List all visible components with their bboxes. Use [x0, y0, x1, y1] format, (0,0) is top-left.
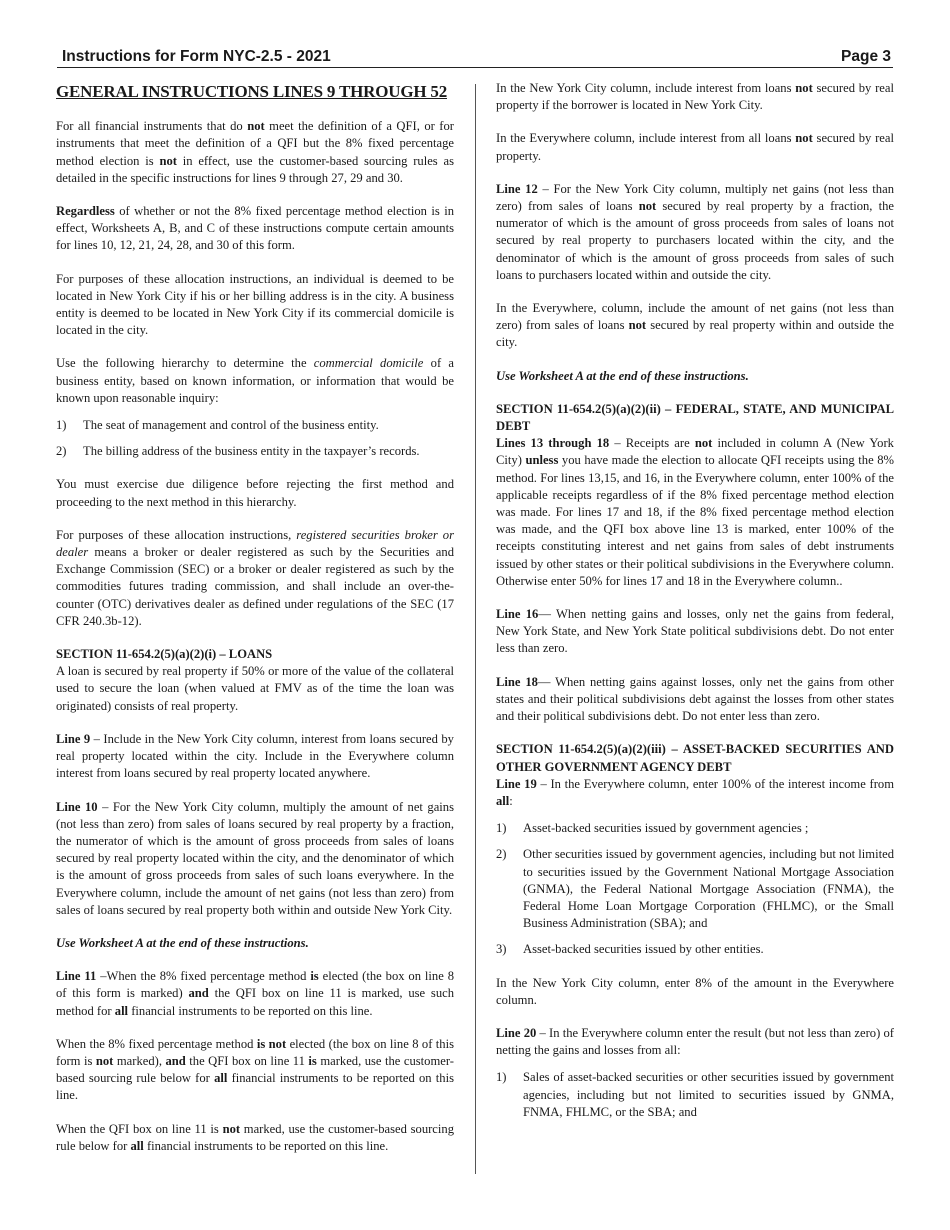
paragraph-regardless: Regardless of whether or not the 8% fixed percentage method election is in effect, Worksheets A, B, and C of these instructions compute certain amounts for lines 10, 12, 21, 24, 28, and 30 of this form. — [56, 204, 454, 253]
line-9-instructions: Line 9 – Include in the New York City column, interest from loans secured by real property located within the city. Include in the Everywhere column interest from loans secured by real property located anywhere. — [56, 731, 454, 781]
hierarchy-list — [56, 417, 454, 460]
paragraph-qfi-not-marked: When the QFI box on line 11 is not marked, use the customer-based sourcing rule below for all financial instruments to be reported on this line. — [56, 1121, 454, 1153]
left-column — [56, 80, 454, 1171]
line-10-instructions: Line 10 – For the New York City column, multiply the amount of net gains (not less than zero) from sales of loans secured by real property by a fraction, the numerator of which is the amount of gross proceeds from sales of loans secured by real property located within the city, and the denominator of which is the amount of gross proceeds from sales of such loans everywhere. In the Everywhere column, include the amount of net gains (not less than zero) from sales of loans secured by real property both within and outside New York City. — [56, 799, 454, 917]
list-item: 1) Asset-backed securities issued by government agencies ; — [496, 821, 809, 836]
paragraph-everywhere-gains: In the Everywhere, column, include the amount of net gains (not less than zero) from sales of loans not secured by real property within and outside the city. — [496, 301, 894, 350]
line-19-instructions: Line 19 – In the Everywhere column, enter 100% of the interest income from all: — [496, 776, 894, 808]
securities-list — [496, 820, 894, 958]
line-11-instructions: Line 11 –When the 8% fixed percentage method is elected (the box on line 8 of this form is marked) and the QFI box on line 11 is marked, use such method for all financial instruments to be reported on this line. — [56, 969, 455, 1018]
column-divider — [475, 84, 476, 1174]
page-header — [57, 48, 893, 68]
paragraph-nyc-8-percent: In the New York City column, enter 8% of the amount in the Everywhere column. — [496, 975, 894, 1007]
paragraph-due-diligence: You must exercise due diligence before rejecting the first method and proceeding to the next method in this hierarchy. — [56, 477, 454, 509]
sales-list — [496, 1069, 894, 1121]
line-18-instructions: Line 18— When netting gains against losses, only net the gains from other states and their political subdivisions debt against the losses from other states and their political subdivisions debt. Do not enter less than zero. — [496, 674, 894, 724]
section-heading-debt: SECTION 11-654.2(5)(a)(2)(ii) – FEDERAL, STATE, AND MUNICIPAL DEBT — [496, 401, 894, 434]
list-item: 1) Sales of asset-backed securities or other securities issued by government agencies, including but not limited to securities issued by GNMA, FNMA, FHLMC, or the SBA; and — [496, 1070, 894, 1119]
line-16-instructions: Line 16— When netting gains and losses, only net the gains from federal, New York State, and New York State political subdivisions debt. Do not enter less than zero. — [496, 607, 894, 656]
list-item: 2) Other securities issued by government agencies, including but not limited to securities issued by the Government National Mortgage Association (GNMA), the Federal National Mortgage Association (FNMA), the Federal Home Loan Mortgage Corporation (FHLMC), or the Small Business Administration (SBA); and — [496, 847, 894, 931]
paragraph-location: For purposes of these allocation instructions, an individual is deemed to be located in New York City if his or her billing address is in the city. A business entity is deemed to be located in New York City if its commercial domicile is located in the city. — [56, 271, 454, 338]
form-title: Instructions for Form NYC-2.5 - 2021 — [62, 48, 331, 65]
line-12-instructions: Line 12 – For the New York City column, multiply net gains (not less than zero) from sales of loans not secured by real property by a fraction, the numerator of which is the amount of gross proceeds from sales of loans not secured by real property to purchasers located within the city, and the denominator of which is the amount of gross proceeds from sales of such loans to purchasers located within and outside the city. — [496, 181, 894, 282]
list-item: 1) The seat of management and control of the business entity. — [56, 418, 379, 433]
paragraph-everywhere-interest: In the Everywhere column, include interest from all loans not secured by real property. — [496, 131, 894, 163]
section-title: GENERAL INSTRUCTIONS LINES 9 THROUGH 52 — [56, 82, 448, 101]
paragraph-loan-definition: A loan is secured by real property if 50% or more of the value of the collateral used to secure the loan (when valued at FMV as of the time the loan was originated) consists of real property. — [56, 664, 454, 713]
paragraph-hierarchy: Use the following hierarchy to determine the commercial domicile of a business entity, based on known information, or information that would be known upon reasonable inquiry: — [56, 356, 454, 405]
worksheet-note: Use Worksheet A at the end of these instructions. — [56, 935, 309, 950]
line-20-instructions: Line 20 – In the Everywhere column enter the result (but not less than zero) of netting the gains and losses from all: — [496, 1025, 894, 1058]
worksheet-note: Use Worksheet A at the end of these instructions. — [496, 368, 749, 383]
lines-13-18-instructions: Lines 13 through 18 – Receipts are not included in column A (New York City) unless you have made the election to allocate QFI receipts using the 8% method. For lines 13,15, and 16, in the Everywhere column, enter 100% of the applicable receipts regardless of if the 8% fixed percentage method election was made. For lines 17 and 18, if the 8% fixed percentage method election was made, and the QFI box above line 13 is marked, enter 100% of the receipts constituting interest and net gains from sales of debt instruments issued by other states or their political subdivisions in the Everywhere column. Otherwise enter 50% for lines 17 and 18 in the Everywhere column.. — [496, 436, 895, 588]
list-item: 2) The billing address of the business entity in the taxpayer’s records. — [56, 444, 420, 459]
right-column — [496, 80, 894, 1137]
paragraph-nyc-interest: In the New York City column, include interest from loans not secured by real property if the borrower is located in New York City. — [496, 81, 894, 113]
list-item: 3) Asset-backed securities issued by other entities. — [496, 942, 764, 957]
section-heading-loans: SECTION 11-654.2(5)(a)(2)(i) – LOANS — [56, 647, 273, 662]
paragraph-broker-dealer: For purposes of these allocation instructions, registered securities broker or dealer means a broker or dealer registered as such by the Securities and Exchange Commission (SEC) or a broker or dealer registered as such by the commodities futures trading commission, and shall include an over-the-counter (OTC) derivatives dealer as defined under regulations of the SEC (17 CFR 240.3b-12). — [56, 527, 454, 628]
section-heading-asset-backed: SECTION 11-654.2(5)(a)(2)(iii) – ASSET-BACKED SECURITIES AND OTHER GOVERNMENT AGENCY DEBT — [496, 742, 894, 774]
paragraph-not-elected: When the 8% fixed percentage method is not elected (the box on line 8 of this form is not marked), and the QFI box on line 11 is marked, use the customer-based sourcing rule below for all financial instruments to be reported on this line. — [56, 1036, 454, 1103]
page-number: Page 3 — [841, 48, 891, 65]
paragraph-qfi: For all financial instruments that do not meet the definition of a QFI, or for instruments that meet the definition of a QFI but the 8% fixed percentage method election is not in effect, use the customer-based sourcing rules as detailed in the specific instructions for lines 9 through 27, 29 and 30. — [56, 119, 454, 185]
